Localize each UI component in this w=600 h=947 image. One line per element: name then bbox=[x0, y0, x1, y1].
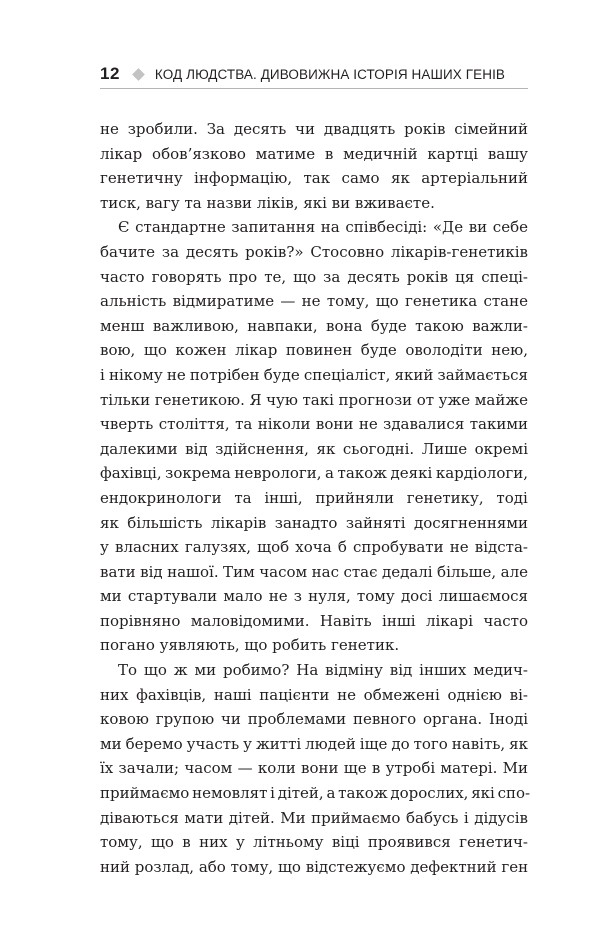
book-title: КОД ЛЮДСТВА. ДИВОВИЖНА ІСТОРІЯ НАШИХ ГЕНІВ bbox=[154, 66, 506, 82]
text-line: діваються мати дітей. Ми приймаємо бабусь і дідусів bbox=[100, 808, 528, 827]
text-line: порівняно маловідомими. Навіть інші лікарі часто bbox=[100, 611, 528, 630]
text-line: Є стандартне запитання на співбесіді: «Де ви себе bbox=[118, 218, 528, 237]
text-line: ми стартували мало не з нуля, тому досі лишаємося bbox=[100, 587, 528, 606]
text-line: ми беремо участь у житті людей іще до того навіть, як bbox=[100, 734, 528, 753]
text-line: їх зачали; часом — коли вони ще в утробі матері. Ми bbox=[100, 759, 528, 778]
text-line: вати від нашої. Тим часом нас стає дедалі більше, але bbox=[100, 562, 528, 581]
running-head bbox=[100, 60, 528, 89]
text-line: погано уявляють, що робить генетик. bbox=[100, 636, 400, 655]
text-line: альність відмиратиме — не тому, що генетика стане bbox=[100, 292, 528, 311]
text-line: ний розлад, або тому, що відстежуємо дефектний ген bbox=[100, 857, 529, 876]
text-line: чверть століття, та ніколи вони не здавалися такими bbox=[100, 415, 528, 434]
text-line: фахівці, зокрема неврологи, а також деякі кардіологи, bbox=[100, 464, 528, 483]
text-line: тиск, вагу та назви ліків, які ви вживаєте. bbox=[100, 193, 435, 212]
text-line: ендокринологи та інші, прийняли генетику, тоді bbox=[100, 488, 528, 507]
text-line: далекими від здійснення, як сьогодні. Лише окремі bbox=[100, 439, 528, 458]
text-line: них фахівців, наші пацієнти не обмежені однією ві- bbox=[100, 685, 528, 704]
text-line: приймаємо немовлят і дітей, а також дорослих, які спо- bbox=[100, 784, 531, 803]
text-line: як більшість лікарів занадто зайняті досягненнями bbox=[100, 513, 528, 532]
text-line: ковою групою чи проблемами певного органа. Іноді bbox=[100, 710, 528, 729]
page-number: 12 bbox=[100, 64, 120, 83]
text-line: і нікому не потрібен буде спеціаліст, який займається bbox=[100, 365, 528, 384]
text-line: вою, що кожен лікар повинен буде оволодіти нею, bbox=[100, 341, 528, 360]
text-line: у власних галузях, щоб хоча б спробувати не відста- bbox=[100, 538, 528, 557]
paragraph bbox=[100, 117, 528, 215]
diamond-ornament-icon bbox=[132, 68, 145, 81]
paragraph bbox=[100, 658, 531, 879]
text-line: лікар обов’язково матиме в медичній картці вашу bbox=[100, 144, 528, 163]
body-text bbox=[100, 117, 531, 879]
text-line: бачите за десять років?» Стосовно лікарів-генетиків bbox=[100, 242, 528, 261]
paragraph bbox=[100, 215, 528, 658]
text-line: тому, що в них у літньому віці проявився генетич- bbox=[100, 833, 528, 852]
text-line: генетичну інформацію, так само як артеріальний bbox=[100, 169, 528, 188]
text-line: тільки генетикою. Я чую такі прогнози от уже майже bbox=[100, 390, 528, 409]
text-line: То що ж ми робимо? На відміну від інших медич- bbox=[118, 661, 528, 680]
text-line: менш важливою, навпаки, вона буде такою важли- bbox=[100, 316, 528, 335]
text-line: не зробили. За десять чи двадцять років сімейний bbox=[100, 120, 528, 138]
text-line: часто говорять про те, що за десять років ця спеці- bbox=[100, 267, 528, 286]
